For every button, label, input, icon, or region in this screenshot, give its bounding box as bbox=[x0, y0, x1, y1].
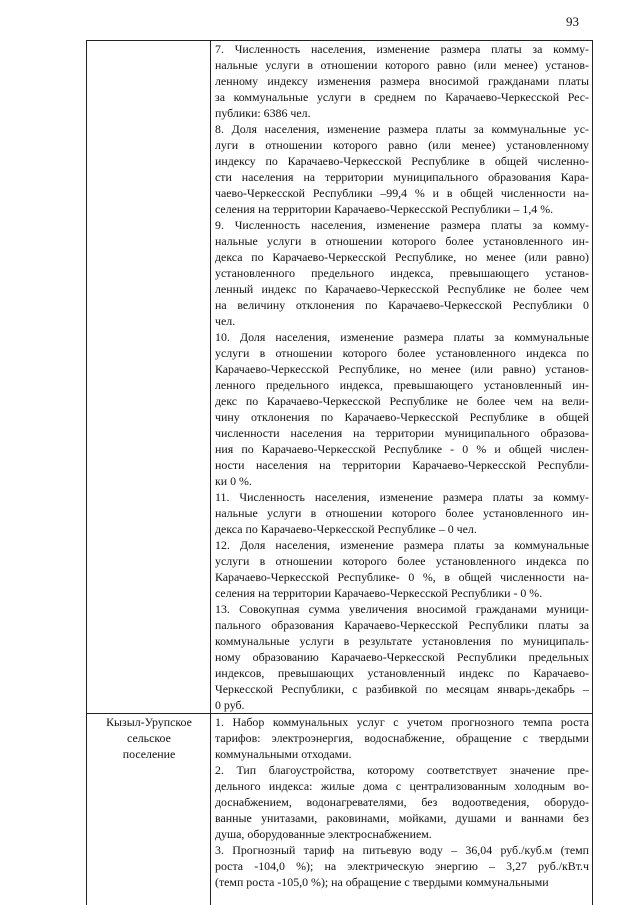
indicator-text-line: Карачаево-Черкесской Республике- 0 %, в общей численности на- bbox=[215, 570, 589, 584]
indicator-text-line: тарифов: электроэнергия, водоснабжение, обращение с твердыми bbox=[215, 731, 589, 745]
indicator-text-line: 13. Совокупная сумма увеличения вносимой гражданами муници- bbox=[215, 602, 589, 616]
indicator-text-line: душа, оборудованные электроснабжением. bbox=[215, 827, 432, 841]
indicator-text-line: установленного предельного индекса, превышающего установ- bbox=[215, 266, 589, 280]
indicator-text-line: численности населения на территории муниципального образова- bbox=[215, 426, 589, 440]
indicator-text-line: услуги в отношении которого более установленного индекса по bbox=[215, 346, 589, 360]
indicators-cell bbox=[211, 41, 593, 714]
indicator-text-line: дельного индекса: жилые дома с централизованным холодным во- bbox=[215, 779, 589, 793]
municipality-name-line: Кызыл-Урупское bbox=[106, 715, 192, 729]
indicator-text-line: декса по Карачаево-Черкесской Республике, но менее (или равно) bbox=[215, 250, 589, 264]
page-number: 93 bbox=[566, 14, 579, 29]
indicator-text-line: чаево-Черкесской Республики –99,4 % и в общей численности на- bbox=[215, 186, 589, 200]
indicator-text-line: 11. Численность населения, изменение размера платы за комму- bbox=[215, 490, 589, 504]
indicator-text-line: 0 руб. bbox=[215, 698, 245, 712]
indicator-text-line: (темп роста -105,0 %); на обращение с твердыми коммунальными bbox=[215, 875, 549, 889]
indicator-text-line: публики: 6386 чел. bbox=[215, 106, 311, 120]
indicator-text-line: коммунальными отходами. bbox=[215, 747, 352, 761]
indicator-text-line: 10. Доля населения, изменение размера платы за коммунальные bbox=[215, 330, 589, 344]
indicator-text-line: нальные услуги в отношении которого равно (или менее) установ- bbox=[215, 58, 589, 72]
indicator-text-line: чину отклонения по Карачаево-Черкесской Республике в общей bbox=[215, 410, 589, 424]
indicator-text-line: Черкесской Республики, с разбивкой по месяцам январь-декабрь – bbox=[215, 682, 589, 696]
indicator-text-line: луги в отношении которого равно (или менее) установленному bbox=[215, 138, 589, 152]
indicator-text-line: за коммунальные услуги в среднем по Карачаево-Черкесской Рес- bbox=[215, 90, 589, 104]
indicator-text-line: роста -104,0 %); на электрическую энергию – 3,27 руб./кВт.ч bbox=[215, 859, 589, 873]
indicator-text-line: сти населения на территории муниципального образования Кара- bbox=[215, 170, 589, 184]
indicator-text-line: 8. Доля населения, изменение размера платы за коммунальные ус- bbox=[215, 122, 589, 136]
indicator-text-line: индексов, превышающих установленный индекс по Карачаево- bbox=[215, 666, 589, 680]
municipality-cell bbox=[87, 714, 211, 905]
indicator-text-line: ленный индекс по Карачаево-Черкесской Республике не более чем bbox=[215, 282, 589, 296]
indicator-text-line: на величину отклонения по Карачаево-Черкесской Республики 0 bbox=[215, 298, 589, 312]
indicator-text-line: пального образования Карачаево-Черкесской Республики платы за bbox=[215, 618, 589, 632]
indicator-text-line: ванные унитазами, раковинами, мойками, душами и ваннами без bbox=[215, 811, 589, 825]
indicator-text-line: 3. Прогнозный тариф на питьевую воду – 36,04 руб./куб.м (темп bbox=[215, 843, 589, 857]
indicator-text-line: 7. Численность населения, изменение размера платы за комму- bbox=[215, 42, 589, 56]
indicator-text-line: коммунальные услуги в результате установления по муниципаль- bbox=[215, 634, 589, 648]
indicator-text-line: доснабжением, водонагревателями, без водоотведения, оборудо- bbox=[215, 795, 589, 809]
municipality-cell bbox=[87, 41, 211, 714]
indicator-text-line: ния по Карачаево-Черкесской Республике - 0 % и общей числен- bbox=[215, 442, 589, 456]
indicator-text-line: нальные услуги в отношении которого более установленного ин- bbox=[215, 234, 589, 248]
indicator-text-line: ности населения на территории Карачаево-Черкесской Республи- bbox=[215, 458, 589, 472]
indicator-text-line: 12. Доля населения, изменение размера платы за коммунальные bbox=[215, 538, 589, 552]
table-row bbox=[87, 41, 593, 714]
indicator-text-line: индексу по Карачаево-Черкесской Республике в общей численно- bbox=[215, 154, 589, 168]
indicator-text-line: селения на территории Карачаево-Черкесской Республики – 1,4 %. bbox=[215, 202, 554, 216]
indicators-cell bbox=[211, 714, 593, 905]
indicator-text-line: 1. Набор коммунальных услуг с учетом прогнозного темпа роста bbox=[215, 715, 589, 729]
document-table bbox=[86, 40, 593, 905]
indicator-text-line: Карачаево-Черкесской Республике, но менее (или равно) установ- bbox=[215, 362, 589, 376]
indicator-text-line: декса по Карачаево-Черкесской Республике – 0 чел. bbox=[215, 522, 477, 536]
indicator-text-line: ки 0 %. bbox=[215, 474, 252, 488]
indicator-text-line: декс по Карачаево-Черкесской Республике не более чем на вели- bbox=[215, 394, 589, 408]
table-row bbox=[87, 714, 593, 905]
municipality-name-line: поселение bbox=[122, 747, 176, 761]
indicator-text-line: ленному индексу изменения размера вносимой гражданами платы bbox=[215, 74, 589, 88]
indicator-text-line: 9. Численность населения, изменение размера платы за комму- bbox=[215, 218, 589, 232]
indicator-text-line: 2. Тип благоустройства, которому соответствует значение пре- bbox=[215, 763, 589, 777]
indicator-text-line: нальные услуги в отношении которого более установленного ин- bbox=[215, 506, 589, 520]
indicator-text-line: ному образованию Карачаево-Черкесской Республики предельных bbox=[215, 650, 589, 664]
indicator-text-line: чел. bbox=[215, 314, 236, 328]
indicator-text-line: услуги в отношении которого более установленного индекса по bbox=[215, 554, 589, 568]
indicator-text-line: селения на территории Карачаево-Черкесской Республики - 0 %. bbox=[215, 586, 543, 600]
municipality-name-line: сельское bbox=[127, 731, 171, 745]
indicator-text-line: ленного предельного индекса, превышающего установленный ин- bbox=[215, 378, 589, 392]
